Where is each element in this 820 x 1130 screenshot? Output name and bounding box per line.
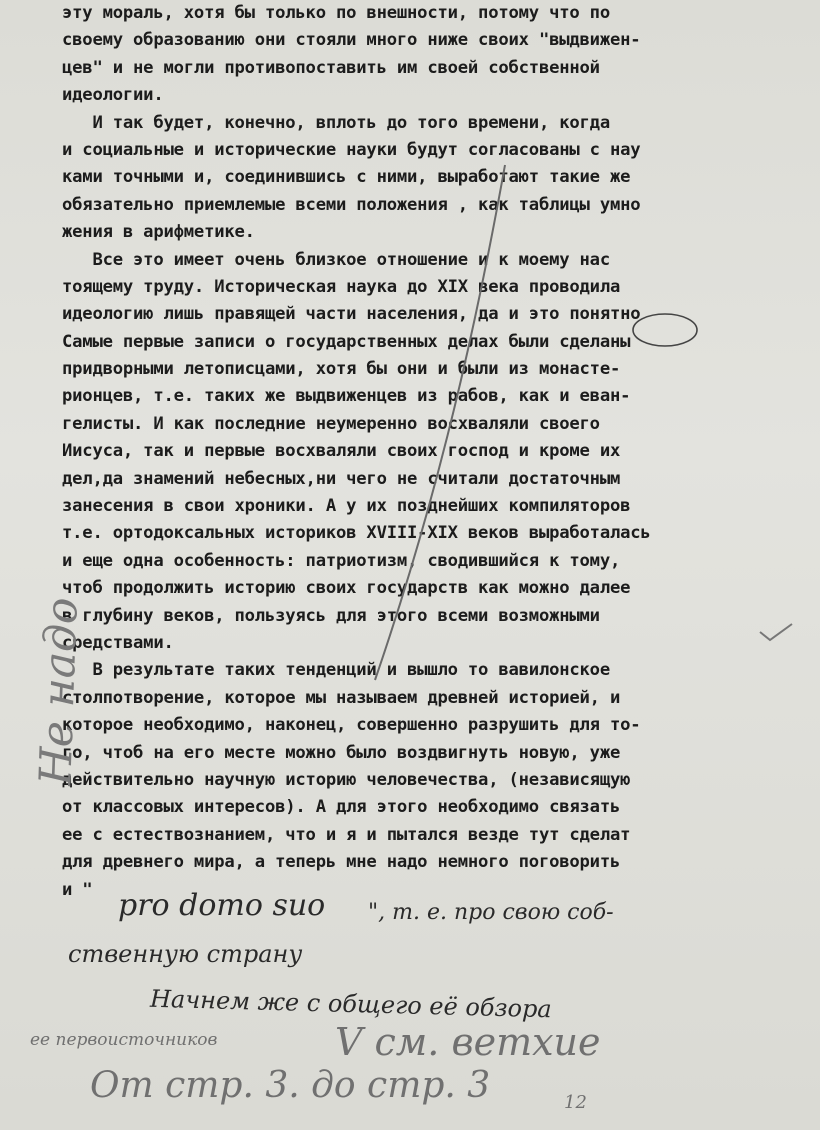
text-line: и еще одна особенность: патриотизм, сводившийся к тому, (62, 550, 621, 571)
text-line: средствами. (62, 632, 174, 653)
handwritten-line-1-tail: ", т. е. про свою соб- (368, 900, 614, 925)
text-line: занесения в свои хроники. А у их позднейших компиляторов (62, 496, 631, 517)
handwritten-line-5-subscript: 12 (564, 1092, 587, 1113)
text-line: ками точными и, соединившись с ними, выработают такие же (62, 167, 631, 188)
handwritten-line-4a: ее первоисточников (30, 1030, 218, 1050)
text-line: Все это имеет очень близкое отношение и к моему нас (62, 249, 610, 270)
text-line: Самые первые записи о государственных делах были сделаны (62, 331, 631, 352)
text-line: И так будет, конечно, вплоть до того времени, когда (62, 112, 610, 133)
text-line: цев" и не могли противопоставить им своей собственной (62, 57, 600, 78)
text-line: рионцев, т.е. таких же выдвиженцев из рабов, как и еван- (62, 386, 631, 407)
text-line: и социальные и исторические науки будут согласованы с нау (62, 139, 641, 160)
handwritten-line-4b: V см. ветхие (335, 1020, 601, 1064)
text-line: в глубину веков, пользуясь для этого всеми возможными (62, 605, 600, 626)
margin-note: Не надо (30, 596, 88, 787)
text-line: тоящему труду. Историческая наука до XIX века проводила (62, 276, 621, 297)
text-line: дел,да знамений небесных,ни чего не считали достаточным (62, 468, 621, 489)
text-line: обязательно приемлемые всеми положения , как таблицы умно (62, 194, 641, 215)
text-line: для древнего мира, а теперь мне надо немного поговорить (62, 852, 621, 873)
text-line: идеологию лишь правящей части населения, да и это понятно (62, 304, 641, 325)
text-line: гелисты. И как последние неумеренно восхваляли своего (62, 413, 600, 434)
text-line: В результате таких тенденций и вышло то вавилонское (62, 660, 610, 681)
diagonal-strike-line (375, 165, 505, 680)
text-line: эту мораль, хотя бы только по внешности, потому что по (62, 3, 610, 23)
text-line: чтоб продолжить историю своих государств как можно далее (62, 578, 631, 599)
text-line: действительно научную историю человечества, (независящую (62, 769, 631, 790)
handwritten-pro-domo-suo: pro domo suo (118, 888, 326, 923)
text-line: придворными летописцами, хотя бы они и были из монасте- (62, 359, 621, 380)
text-line: своему образованию они стояли много ниже своих "выдвижен- (62, 30, 641, 51)
text-line: от классовых интересов). А для этого необходимо связать (62, 797, 621, 818)
handwritten-line-3: Начнем же с общего её обзора (149, 984, 553, 1024)
text-line: идеологии. (62, 85, 164, 106)
circle-mark (633, 314, 697, 346)
text-line: жения в арифметике. (62, 222, 255, 243)
check-mark (760, 624, 792, 640)
text-line: которое необходимо, наконец, совершенно разрушить для то- (62, 715, 641, 736)
text-line: Иисуса, так и первые восхваляли своих господ и кроме их (62, 441, 621, 462)
text-line: го, чтоб на его месте можно было воздвигнуть новую, уже (62, 742, 621, 763)
text-line: и " (62, 879, 93, 900)
handwritten-line-5: От стр. 3. до стр. 3 (90, 1065, 491, 1106)
text-line: ее с естествознанием, что и я и пытался везде тут сделат (62, 824, 631, 845)
text-line: столпотворение, которое мы называем древней историей, и (62, 687, 621, 708)
text-line: т.е. ортодоксальных историков XVIII-XIX веков выработалась (62, 523, 651, 544)
handwritten-line-2: ственную страну (68, 940, 303, 968)
